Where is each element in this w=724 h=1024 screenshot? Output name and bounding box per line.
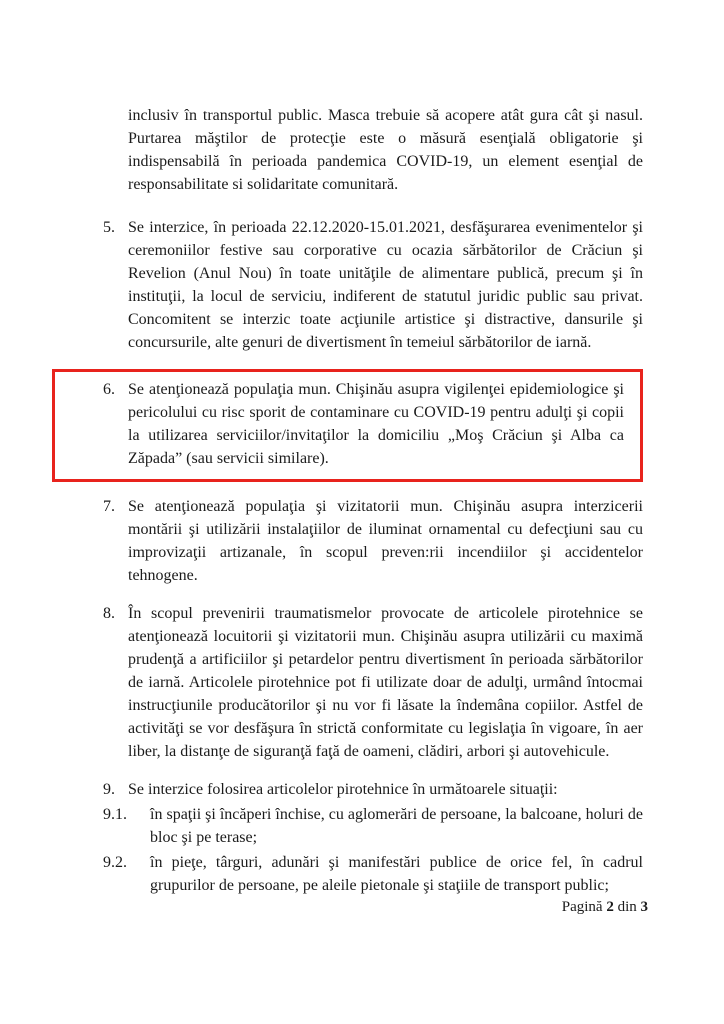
total-page-number: 3 bbox=[640, 899, 648, 915]
subitem-number: 9.1. bbox=[103, 806, 127, 823]
item-text: În scopul prevenirii traumatismelor provocate de articolele pirotehnice se atenţionează locuitorii şi vizitatorii mun. Chişinău asupra utilizării cu maximă prudenţă a artificiilor şi petardelor pentru divertisment în perioada sărbătorilor de iarnă. Articolele pirotehnice pot fi utilizate doar de adulţi, urmând întocmai instrucţiunile producătorilor şi nu vor fi lăsate la îndemâna copiilor. Astfel de activităţi se vor desfăşura în strictă conformitate cu legislaţia în vigoare, în aer liber, la distanţe de siguranţă faţă de oameni, clădiri, arbori şi autovehicule. bbox=[128, 605, 643, 760]
item-number: 9. bbox=[103, 781, 115, 798]
subitem-text: în pieţe, târguri, adunări şi manifestări publice de orice fel, în cadrul grupurilor de persoane, pe aleile pietonale şi staţiile de transport public; bbox=[150, 854, 643, 894]
list-item-7 bbox=[103, 495, 643, 587]
footer-separator: din bbox=[617, 899, 637, 915]
page-footer bbox=[562, 899, 648, 916]
item-number: 7. bbox=[103, 498, 115, 515]
footer-label: Pagină bbox=[561, 899, 603, 915]
item-number: 5. bbox=[103, 219, 115, 236]
subitem-text: în spaţii şi încăperi închise, cu aglomerări de persoane, la balcoane, holuri de bloc şi pe terase; bbox=[150, 806, 643, 846]
list-item-6 bbox=[103, 378, 624, 470]
list-item-9 bbox=[103, 778, 643, 801]
item-number: 8. bbox=[103, 605, 115, 622]
list-subitem-9-2 bbox=[103, 851, 643, 897]
item-text: Se interzice folosirea articolelor pirotehnice în următoarele situaţii: bbox=[128, 781, 558, 798]
document-body bbox=[103, 104, 643, 899]
item-text: Se atenţionează populaţia şi vizitatorii mun. Chişinău asupra interzicerii montării şi utilizării instalaţiilor de iluminat ornamental cu defecţiuni sau cu improvizaţii artizanale, în scopul preven:rii incendiilor şi accidentelor tehnogene. bbox=[128, 498, 643, 584]
list-item-5 bbox=[103, 216, 643, 354]
list-subitem-9-1 bbox=[103, 803, 643, 849]
intro-paragraph: inclusiv în transportul public. Masca trebuie să acopere atât gura cât şi nasul. Purtarea măştilor de protecţie este o măsură esenţială obligatorie şi indispensabilă în perioada pandemica COVID-19, un element esenţial de responsabilitate si solidaritate comunitară. bbox=[128, 107, 643, 193]
item-number: 6. bbox=[103, 381, 115, 398]
red-highlight-box bbox=[52, 369, 643, 482]
item-text: Se atenţionează populaţia mun. Chişinău asupra vigilenţei epidemiologice şi pericolului cu risc sporit de contaminare cu COVID-19 pentru adulţi şi copii la utilizarea serviciilor/invitaţilor la domiciliu „Moş Crăciun şi Alba ca Zăpada” (sau servicii similare). bbox=[128, 381, 624, 467]
subitem-number: 9.2. bbox=[103, 854, 127, 871]
list-item-8 bbox=[103, 602, 643, 763]
current-page-number: 2 bbox=[606, 899, 614, 915]
item-text: Se interzice, în perioada 22.12.2020-15.01.2021, desfăşurarea evenimentelor şi ceremoniilor festive sau corporative cu ocazia sărbătorilor de Crăciun şi Revelion (Anul Nou) în toate unităţile de alimentare publică, precum şi în instituţii, la locul de serviciu, indiferent de statutul juridic public sau privat. Concomitent se interzic toate acţiunile artistice şi distractive, dansurile şi concursurile, alte genuri de divertisment în temeiul sărbătorilor de iarnă. bbox=[128, 219, 643, 351]
